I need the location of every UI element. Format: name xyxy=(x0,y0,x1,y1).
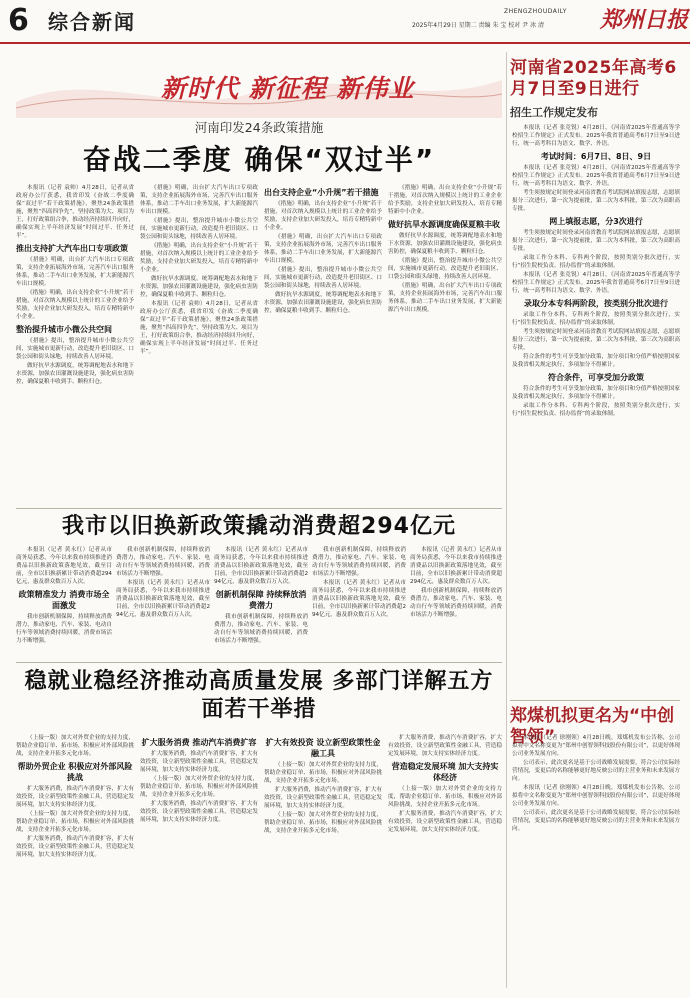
section-head: 做好抗旱水源调度确保夏粮丰收 xyxy=(388,220,500,229)
gaokao-story-body xyxy=(512,124,680,696)
paragraph: 做好抗旱水源调度，统筹调配地表水和地下水资源，加强农田灌溉设施建设，强化病虫害防控，确保夏粮丰收到手、颗粒归仓。 xyxy=(264,292,382,314)
paragraph: 扩大服务消费，推动汽车消费扩容，扩大有效投资，设立新型政策性金融工具，营造稳定发展环境，加大支持实体经济力度。 xyxy=(16,836,134,858)
section-head: 网上填报志愿，分3次进行 xyxy=(549,217,643,226)
paragraph: 录取工作分本科、专科两个阶段，按照类别分批次进行，实行“招生院校负责、招办监督”的录取体制。 xyxy=(512,403,680,417)
paragraph: 本报讯（记者 黄永红）记者从市商务局获悉，今年以来我市持续推进消费品以旧换新政策落地见效，截至目前，全市以旧换新累计带动消费超294亿元，惠及群众数百万人次。 xyxy=(312,580,406,618)
paragraph: 《措施》明确，出台扩大汽车出口专项政策，支持企业拓展海外市场，完善汽车出口服务体系，推动二手车出口业务发展，扩大新能源汽车出口规模。 xyxy=(388,283,502,313)
paragraph: 扩大服务消费，推动汽车消费扩容，扩大有效投资，设立新型政策性金融工具，营造稳定发展环境，加大支持实体经济力度。 xyxy=(264,787,382,809)
column-divider xyxy=(506,52,507,988)
economy-col-2 xyxy=(140,734,258,988)
consumption-headline: 我市以旧换新政策撬动消费超294亿元 xyxy=(62,514,456,539)
paragraph: （上接一版）加大对外贸企业的支持力度，帮助企业稳订单、拓市场，积极应对外部风险挑战，支持企业开拓多元化市场。 xyxy=(16,735,134,757)
section-head: 营造稳定发展环境 加大支持实体经济 xyxy=(391,762,499,782)
paragraph: 符合条件的考生可享受加分政策，加分项目和分值严格按照国家及我省相关规定执行，多项加分不得累计。 xyxy=(512,354,680,368)
paragraph: 《措施》明确，出台扩大汽车出口专项政策，支持企业拓展海外市场，完善汽车出口服务体系，推动二手车出口业务发展，扩大新能源汽车出口规模。 xyxy=(140,185,258,215)
economy-headline: 稳就业稳经济推动高质量发展 多部门详解五方面若干举措 xyxy=(24,669,494,722)
consumption-col-3 xyxy=(214,546,308,658)
page-number: 6 xyxy=(8,3,29,38)
section-head: 扩大有效投资 设立新型政策性金融工具 xyxy=(265,738,381,758)
section-head: 考试时间：6月7日、8日、9日 xyxy=(540,152,652,161)
paragraph: 公司表示，此次更名是基于公司战略发展需要，符合公司实际经营情况，变更后的名称能够更好地反映公司的主营业务和未来发展方向。 xyxy=(512,810,680,832)
paragraph: 《措施》明确，出台扩大汽车出口专项政策，支持企业拓展海外市场，完善汽车出口服务体系，推动二手车出口业务发展，扩大新能源汽车出口规模。 xyxy=(264,234,382,264)
date-line: 2025年4月29日 星期二 责编 朱 宝 校对 尹 冰 清 xyxy=(412,22,544,29)
gaokao-subheadline: 招生工作规定发布 xyxy=(510,106,598,119)
consumption-col-5 xyxy=(410,546,502,658)
paragraph: 本报讯（记者 张竞锐）4月28日，《河南省2025年普通高等学校招生工作规定》正式发布。2025年我省普通高考6月7日至9日进行，统一高考科目为语文、数学、外语。 xyxy=(512,165,680,187)
paragraph: 本报讯（记者 徐刚领）4月28日晚，郑煤机发布公告称，公司拟将中文名称变更为“郑州中创智领科技股份有限公司”，以更好体现公司业务发展方向。 xyxy=(512,735,680,757)
paragraph: 《措施》明确，出台支持企业“小升规”若干措施，对首次纳入规模以上统计的工业企业给予奖励，支持企业加大研发投入，培育专精特新中小企业。 xyxy=(140,243,258,273)
economy-col-4 xyxy=(388,734,502,988)
zmj-story-body xyxy=(512,734,680,988)
consumption-col-4 xyxy=(312,546,406,658)
lead-paragraph: 本报讯（记者 袁帅）4月28日，记者从省政府办公厅获悉，我省印发《奋战二季度确保“双过半”若干政策措施》，聚焦24条政策措施，聚焦“四高四争先”，坚持政策为大、项目为王，打好政策组合拳，推动经济持续回升向好，确保实现上半年经济发展“时间过半、任务过半”。 xyxy=(16,185,134,239)
lead-story-banner xyxy=(16,58,502,178)
paragraph: 录取工作分本科、专科两个阶段，按照类别分批次进行，实行“招生院校负责、招办监督”的录取体制。 xyxy=(512,312,680,326)
section-head: 政策精准发力 消费市场全面激发 xyxy=(18,590,110,610)
section-rule xyxy=(16,662,502,663)
lead-story-col-4 xyxy=(388,184,502,506)
gaokao-headline: 河南省2025年高考6月7日至9日进行 xyxy=(510,58,677,99)
newspaper-logo: 郑州日报 xyxy=(600,7,689,33)
paragraph: 扩大服务消费，推动汽车消费扩容，扩大有效投资，设立新型政策性金融工具，营造稳定发展环境，加大支持实体经济力度。 xyxy=(16,786,134,808)
paragraph: 本报讯（记者 张竞锐）4月28日，《河南省2025年普通高等学校招生工作规定》正式发布。2025年我省普通高考6月7日至9日进行，统一高考科目为语文、数学、外语。 xyxy=(512,125,680,147)
paragraph: 我市创新机制保障，持续释放消费潜力，推动家电、汽车、家装、电动自行车等领域消费持续回暖，消费市场活力不断增强。 xyxy=(312,547,406,577)
section-name: 综合新闻 xyxy=(48,10,136,34)
paragraph: 本报讯（记者 袁帅）4月28日，记者从省政府办公厅获悉，我省印发《奋战二季度确保“双过半”若干政策措施》，聚焦24条政策措施，聚焦“四高四争先”，坚持政策为大、项目为王，打好政策组合拳，推动经济持续回升向好，确保实现上半年经济发展“时间过半、任务过半”。 xyxy=(140,301,258,355)
consumption-col-2 xyxy=(116,546,210,658)
paragraph: 本报讯（记者 黄永红）记者从市商务局获悉，今年以来我市持续推进消费品以旧换新政策落地见效，截至目前，全市以旧换新累计带动消费超294亿元，惠及群众数百万人次。 xyxy=(16,547,112,585)
paragraph: 《措施》明确，出台支持企业“小升规”若干措施，对首次纳入规模以上统计的工业企业给予奖励，支持企业加大研发投入，培育专精特新中小企业。 xyxy=(16,290,134,320)
gaokao-story-head xyxy=(510,58,680,118)
paragraph: 《措施》明确，出台扩大汽车出口专项政策，支持企业拓展海外市场，完善汽车出口服务体系，推动二手车出口业务发展，扩大新能源汽车出口规模。 xyxy=(16,257,134,287)
paragraph: 本报讯（记者 黄永红）记者从市商务局获悉，今年以来我市持续推进消费品以旧换新政策落地见效，截至目前，全市以旧换新累计带动消费超294亿元，惠及群众数百万人次。 xyxy=(214,547,308,585)
paragraph: 本报讯（记者 徐刚领）4月28日晚，郑煤机发布公告称，公司拟将中文名称变更为“郑州中创智领科技股份有限公司”，以更好体现公司业务发展方向。 xyxy=(512,785,680,807)
lead-story-col-1 xyxy=(16,184,134,506)
section-head: 整治提升城市小微公共空间 xyxy=(16,325,112,334)
lead-story-col-3 xyxy=(264,184,382,506)
paragraph: 《措施》提出，整治提升城市小微公共空间，实施城市更新行动，改造提升老旧街区、口袋公园和街头绿地，持续改善人居环境。 xyxy=(16,338,134,360)
section-head: 帮助外贸企业 积极应对外部风险挑战 xyxy=(17,762,133,782)
section-head: 创新机制保障 持续释放消费潜力 xyxy=(215,590,307,610)
paragraph: 录取工作分本科、专科两个阶段，按照类别分批次进行，实行“招生院校负责、招办监督”的录取体制。 xyxy=(512,255,680,269)
section-head: 出台支持企业“小升规”若干措施 xyxy=(264,188,379,197)
paragraph: 我市创新机制保障，持续释放消费潜力，推动家电、汽车、家装、电动自行车等领域消费持续回暖，消费市场活力不断增强。 xyxy=(116,547,210,577)
paragraph: 考生须按规定时间登录河南省教育考试院网站填报志愿，志愿填报分三次进行，第一次为提前批，第二次为本科批，第三次为高职高专批。 xyxy=(512,329,680,351)
consumption-col-1 xyxy=(16,546,112,658)
lead-story-col-2 xyxy=(140,184,258,506)
lead-headline: 奋战二季度 确保“双过半” xyxy=(82,143,436,176)
banner-slogan: 新时代 新征程 新伟业 xyxy=(161,74,415,103)
lead-subtitle: 河南印发24条政策措施 xyxy=(194,120,324,135)
section-head: 符合条件，可享受加分政策 xyxy=(548,373,644,382)
paragraph: 做好抗旱水源调度，统筹调配地表水和地下水资源，加强农田灌溉设施建设，强化病虫害防控，确保夏粮丰收到手、颗粒归仓。 xyxy=(140,276,258,298)
economy-col-1 xyxy=(16,734,134,988)
economy-col-3 xyxy=(264,734,382,988)
paragraph: 本报讯（记者 黄永红）记者从市商务局获悉，今年以来我市持续推进消费品以旧换新政策落地见效，截至目前，全市以旧换新累计带动消费超294亿元，惠及群众数百万人次。 xyxy=(410,547,502,585)
paragraph: 《措施》提出，整治提升城市小微公共空间，实施城市更新行动，改造提升老旧街区、口袋公园和街头绿地，持续改善人居环境。 xyxy=(140,218,258,240)
paragraph: 本报讯（记者 张竞锐）4月28日，《河南省2025年普通高等学校招生工作规定》正式发布。2025年我省普通高考6月7日至9日进行，统一高考科目为语文、数学、外语。 xyxy=(512,272,680,294)
paragraph: 我市创新机制保障，持续释放消费潜力，推动家电、汽车、家装、电动自行车等领域消费持续回暖，消费市场活力不断增强。 xyxy=(16,614,112,644)
paragraph: （上接一版）加大对外贸企业的支持力度，帮助企业稳订单、拓市场，积极应对外部风险挑战，支持企业开拓多元化市场。 xyxy=(264,762,382,784)
paragraph: 扩大服务消费，推动汽车消费扩容，扩大有效投资，设立新型政策性金融工具，营造稳定发展环境，加大支持实体经济力度。 xyxy=(140,801,258,823)
section-head: 录取分本专科两阶段，按类别分批次进行 xyxy=(524,299,668,308)
paragraph: 我市创新机制保障，持续释放消费潜力，推动家电、汽车、家装、电动自行车等领域消费持续回暖，消费市场活力不断增强。 xyxy=(410,588,502,618)
paragraph: 《措施》明确，出台支持企业“小升规”若干措施，对首次纳入规模以上统计的工业企业给予奖励，支持企业加大研发投入，培育专精特新中小企业。 xyxy=(388,185,502,215)
publication-en: ZHENGZHOUDAILY xyxy=(504,8,567,15)
paragraph: 考生须按规定时间登录河南省教育考试院网站填报志愿，志愿填报分三次进行，第一次为提前批，第二次为本科批，第三次为高职高专批。 xyxy=(512,190,680,212)
section-head: 推出支持扩大汽车出口专项政策 xyxy=(16,244,128,253)
paragraph: 扩大服务消费，推动汽车消费扩容，扩大有效投资，设立新型政策性金融工具，营造稳定发展环境，加大支持实体经济力度。 xyxy=(388,735,502,757)
paragraph: （上接一版）加大对外贸企业的支持力度，帮助企业稳订单、拓市场，积极应对外部风险挑战，支持企业开拓多元化市场。 xyxy=(264,812,382,834)
paragraph: 做好抗旱水源调度，统筹调配地表水和地下水资源，加强农田灌溉设施建设，强化病虫害防控，确保夏粮丰收到手、颗粒归仓。 xyxy=(16,363,134,385)
paragraph: 《措施》提出，整治提升城市小微公共空间，实施城市更新行动，改造提升老旧街区、口袋公园和街头绿地，持续改善人居环境。 xyxy=(264,267,382,289)
page-header xyxy=(0,0,690,44)
paragraph: （上接一版）加大对外贸企业的支持力度，帮助企业稳订单、拓市场，积极应对外部风险挑战，支持企业开拓多元化市场。 xyxy=(388,786,502,808)
paragraph: 公司表示，此次更名是基于公司战略发展需要，符合公司实际经营情况，变更后的名称能够更好地反映公司的主营业务和未来发展方向。 xyxy=(512,760,680,782)
paragraph: 《措施》提出，整治提升城市小微公共空间，实施城市更新行动，改造提升老旧街区、口袋公园和街头绿地，持续改善人居环境。 xyxy=(388,258,502,280)
paragraph: （上接一版）加大对外贸企业的支持力度，帮助企业稳订单、拓市场，积极应对外部风险挑战，支持企业开拓多元化市场。 xyxy=(16,811,134,833)
paragraph: 我市创新机制保障，持续释放消费潜力，推动家电、汽车、家装、电动自行车等领域消费持续回暖，消费市场活力不断增强。 xyxy=(214,614,308,644)
zmj-headline: 郑煤机拟更名为“中创智领” xyxy=(510,706,675,747)
paragraph: （上接一版）加大对外贸企业的支持力度，帮助企业稳订单、拓市场，积极应对外部风险挑战，支持企业开拓多元化市场。 xyxy=(140,776,258,798)
paragraph: 《措施》明确，出台支持企业“小升规”若干措施，对首次纳入规模以上统计的工业企业给予奖励，支持企业加大研发投入，培育专精特新中小企业。 xyxy=(264,201,382,231)
paragraph: 做好抗旱水源调度，统筹调配地表水和地下水资源，加强农田灌溉设施建设，强化病虫害防控，确保夏粮丰收到手、颗粒归仓。 xyxy=(388,233,502,255)
paragraph: 考生须按规定时间登录河南省教育考试院网站填报志愿，志愿填报分三次进行，第一次为提前批，第二次为本科批，第三次为高职高专批。 xyxy=(512,230,680,252)
paragraph: 扩大服务消费，推动汽车消费扩容，扩大有效投资，设立新型政策性金融工具，营造稳定发展环境，加大支持实体经济力度。 xyxy=(388,811,502,833)
paragraph: 扩大服务消费，推动汽车消费扩容，扩大有效投资，设立新型政策性金融工具，营造稳定发展环境，加大支持实体经济力度。 xyxy=(140,751,258,773)
section-rule xyxy=(16,508,502,509)
section-rule xyxy=(510,700,680,701)
paragraph: 符合条件的考生可享受加分政策，加分项目和分值严格按照国家及我省相关规定执行，多项加分不得累计。 xyxy=(512,386,680,400)
paragraph: 本报讯（记者 黄永红）记者从市商务局获悉，今年以来我市持续推进消费品以旧换新政策落地见效，截至目前，全市以旧换新累计带动消费超294亿元，惠及群众数百万人次。 xyxy=(116,580,210,618)
section-head: 扩大服务消费 推动汽车消费扩容 xyxy=(141,738,257,747)
